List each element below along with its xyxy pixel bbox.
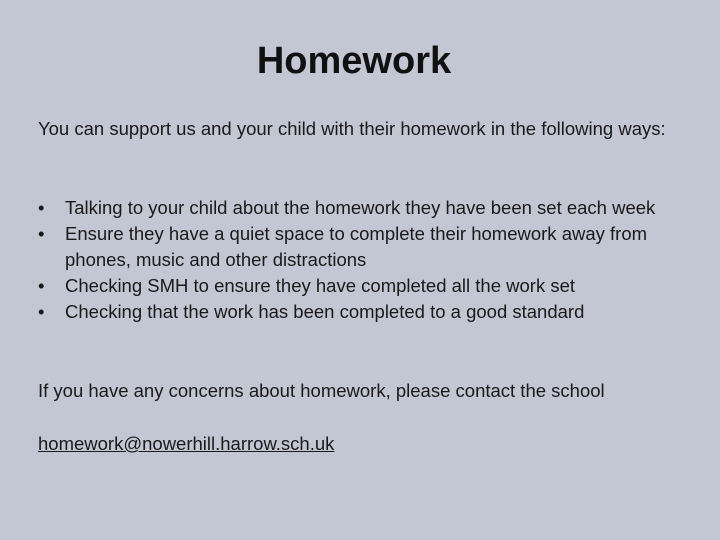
bullet-icon: • [38,197,45,218]
list-item-text: Talking to your child about the homework they have been set each week [65,197,656,218]
list-item-text: Checking that the work has been completed to a good standard [65,301,585,322]
bullet-icon: • [38,275,45,296]
slide-title: Homework [256,40,452,82]
list-item [38,221,698,273]
email-link[interactable]: homework@nowerhill.harrow.sch.uk [38,433,335,454]
list-item-text: Checking SMH to ensure they have completed all the work set [65,275,576,296]
concerns-text: If you have any concerns about homework, please contact the school [38,380,605,401]
list-item [38,273,698,299]
bullet-icon: • [38,223,45,244]
intro-text: You can support us and your child with their homework in the following ways: [38,118,666,139]
list-item [38,299,698,325]
list-item-text: Ensure they have a quiet space to complete their homework away from phones, music and other distractions [65,223,648,270]
bullet-icon: • [38,301,45,322]
list-item [38,195,698,221]
support-list [38,195,698,325]
